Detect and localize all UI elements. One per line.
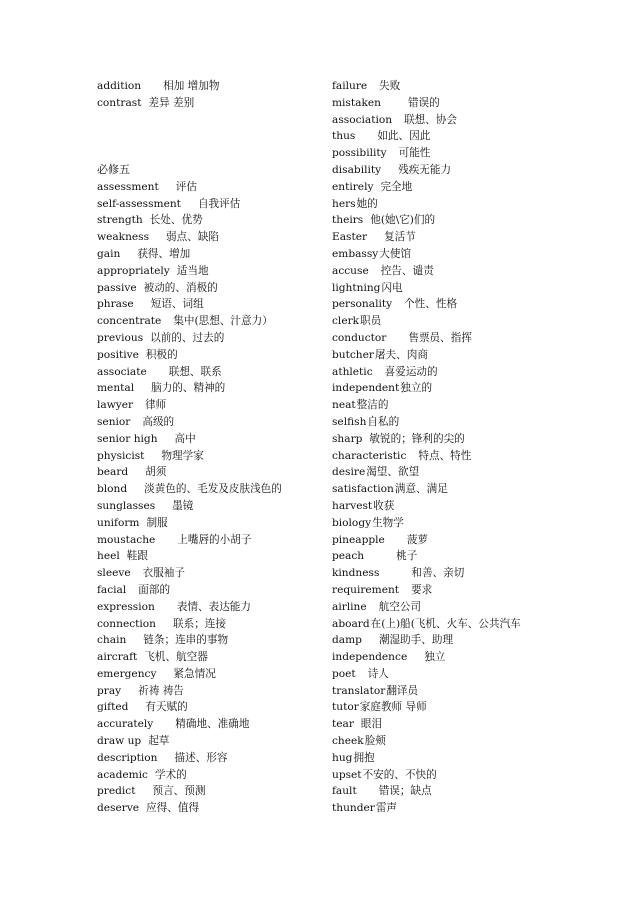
chinese-meaning: 失败	[379, 80, 401, 92]
english-word: heel	[97, 550, 120, 563]
vocab-entry	[332, 498, 632, 515]
vocab-entry	[97, 313, 325, 330]
vocab-entry	[97, 330, 325, 347]
vocab-entry	[332, 212, 632, 229]
english-word: lightning	[332, 281, 381, 294]
english-word: association	[332, 113, 393, 126]
english-word: accurately	[97, 718, 154, 731]
vocab-entry	[332, 699, 632, 716]
chinese-meaning: 特点、特性	[418, 449, 472, 462]
english-word: satisfaction	[332, 483, 394, 496]
english-word: fault	[332, 785, 357, 798]
section-heading: 必修五	[97, 162, 130, 176]
chinese-meaning: 集中(思想、汁意力）	[173, 315, 273, 328]
english-word: thunder	[332, 802, 375, 815]
english-word: connection	[97, 617, 157, 630]
vocab-entry	[97, 246, 325, 263]
blank-line	[97, 128, 325, 145]
english-word: addition	[97, 80, 142, 92]
chinese-meaning: 屠夫、肉商	[374, 348, 428, 361]
english-word: independent	[332, 382, 400, 395]
english-word: positive	[97, 348, 139, 361]
english-word: senior	[97, 415, 131, 428]
english-word: chain	[97, 634, 127, 647]
chinese-meaning: 祈祷 祷告	[138, 684, 184, 697]
chinese-meaning: 完全地	[380, 180, 413, 193]
vocab-entry	[332, 179, 632, 196]
chinese-meaning: 链条；连串的事物	[143, 634, 229, 647]
chinese-meaning: 相加 增加物	[163, 80, 220, 92]
english-word: facial	[97, 583, 127, 596]
english-word: clerk	[332, 315, 360, 328]
vocab-entry	[97, 347, 325, 364]
chinese-meaning: 长处、优势	[149, 214, 203, 227]
vocab-entry	[332, 280, 632, 297]
vocab-entry	[332, 767, 632, 784]
vocab-entry	[97, 179, 325, 196]
vocab-entry	[332, 347, 632, 364]
english-word: gifted	[97, 701, 129, 714]
english-word: phrase	[97, 298, 134, 311]
chinese-meaning: 控告、谴责	[380, 264, 434, 277]
vocab-entry	[332, 397, 632, 414]
vocab-entry	[332, 716, 632, 733]
english-word: entirely	[332, 180, 374, 193]
vocab-entry	[332, 733, 632, 750]
chinese-meaning: 收获	[373, 499, 395, 512]
vocab-entry	[97, 229, 325, 246]
english-word: personality	[332, 298, 393, 311]
vocab-entry	[97, 750, 325, 767]
chinese-meaning: 淡黄色的、毛发及皮肤浅色的	[144, 483, 282, 496]
vocab-entry	[97, 548, 325, 565]
english-word: blond	[97, 483, 128, 496]
chinese-meaning: 精确地、准确地	[175, 718, 250, 731]
english-word: translator	[332, 684, 386, 697]
english-word: associate	[97, 365, 147, 378]
chinese-meaning: 学术的	[154, 768, 187, 781]
chinese-meaning: 诗人	[367, 667, 389, 680]
vocab-entry	[332, 145, 632, 162]
english-word: harvest	[332, 499, 373, 512]
chinese-meaning: 闪电	[381, 281, 403, 294]
vocab-entry	[332, 783, 632, 800]
chinese-meaning: 满意、满足	[394, 483, 448, 496]
vocab-entry	[332, 666, 632, 683]
chinese-meaning: 弱点、缺陷	[166, 231, 220, 244]
english-word: possibility	[332, 147, 387, 160]
chinese-meaning: 评估	[175, 180, 197, 193]
chinese-meaning: 以前的、过去的	[150, 331, 225, 344]
vocab-entry	[332, 364, 632, 381]
chinese-meaning: 被动的、消极的	[143, 281, 218, 294]
vocab-entry	[332, 649, 632, 666]
vocab-entry	[332, 481, 632, 498]
english-word: assessment	[97, 180, 159, 193]
chinese-meaning: 自私的	[367, 415, 400, 428]
chinese-meaning: 表情、表达能力	[176, 600, 251, 613]
chinese-meaning: 自我评估	[197, 197, 241, 210]
english-word: conductor	[332, 331, 387, 344]
chinese-meaning: 航空公司	[378, 600, 422, 613]
english-word: athletic	[332, 365, 373, 378]
chinese-meaning: 短语、词组	[150, 298, 204, 311]
english-word: desire	[332, 466, 366, 479]
english-word: selfish	[332, 415, 367, 428]
vocab-entry	[97, 683, 325, 700]
chinese-meaning: 描述、形容	[174, 751, 228, 764]
vocab-entry	[97, 783, 325, 800]
chinese-meaning: 鞋跟	[126, 550, 148, 563]
chinese-meaning: 应得、值得	[146, 802, 200, 815]
chinese-meaning: 潮湿助手、助理	[378, 634, 454, 647]
english-word: moustache	[97, 533, 156, 546]
english-word: airline	[332, 600, 367, 613]
vocab-entry	[97, 800, 325, 817]
vocab-entry	[332, 548, 632, 565]
blank-line	[97, 145, 325, 162]
chinese-meaning: 面部的	[138, 583, 171, 596]
english-word: appropriately	[97, 264, 170, 277]
vocab-entry	[97, 380, 325, 397]
vocab-entry	[332, 196, 632, 213]
chinese-meaning: 菠萝	[406, 533, 428, 546]
vocab-entry	[97, 515, 325, 532]
vocab-entry	[97, 196, 325, 213]
english-word: peach	[332, 550, 365, 563]
chinese-meaning: 积极的	[145, 348, 178, 361]
chinese-meaning: 她的	[356, 197, 378, 210]
english-word: requirement	[332, 583, 400, 596]
vocab-entry	[332, 565, 632, 582]
vocab-entry	[332, 78, 632, 95]
chinese-meaning: 衣服袖子	[142, 567, 185, 580]
chinese-meaning: 错误的	[407, 96, 440, 109]
vocab-entry	[332, 464, 632, 481]
english-word: hers	[332, 197, 356, 210]
chinese-meaning: 复活节	[384, 231, 416, 244]
english-word: mistaken	[332, 96, 381, 109]
english-word: accuse	[332, 264, 369, 277]
vocab-entry	[97, 666, 325, 683]
vocab-entry	[97, 364, 325, 381]
vocab-entry	[97, 481, 325, 498]
chinese-meaning: 律师	[145, 399, 167, 412]
english-word: gain	[97, 247, 121, 260]
english-word: Easter	[332, 231, 368, 244]
vocab-entry	[97, 649, 325, 666]
chinese-meaning: 错误；缺点	[378, 785, 432, 798]
vocab-entry	[332, 128, 632, 145]
vocab-entry	[332, 431, 632, 448]
chinese-meaning: 联想、联系	[168, 365, 222, 378]
chinese-meaning: 和善、亲切	[411, 567, 465, 580]
english-word: tear	[332, 718, 354, 731]
vocab-entry	[332, 313, 632, 330]
chinese-meaning: 紧急情况	[173, 667, 216, 680]
english-word: lawyer	[97, 399, 134, 412]
english-word: sunglasses	[97, 499, 156, 512]
english-word: upset	[332, 768, 362, 781]
vocab-entry	[97, 616, 325, 633]
chinese-meaning: 联系；连接	[173, 617, 226, 630]
chinese-meaning: 物理学家	[161, 449, 204, 462]
chinese-meaning: 雷声	[375, 802, 398, 815]
chinese-meaning: 墨镜	[172, 499, 194, 512]
english-word: sharp	[332, 432, 363, 445]
english-word: poet	[332, 667, 356, 680]
english-word: theirs	[332, 214, 364, 227]
chinese-meaning: 桃子	[396, 550, 418, 563]
chinese-meaning: 可能性	[398, 147, 431, 160]
vocab-entry	[97, 699, 325, 716]
english-word: contrast	[97, 96, 142, 109]
chinese-meaning: 适当地	[176, 264, 209, 277]
chinese-meaning: 脑力的、精神的	[151, 382, 226, 395]
chinese-meaning: 他(她\它)们的	[370, 214, 436, 227]
chinese-meaning: 敏锐的；锋利的尖的	[369, 432, 465, 445]
vocab-entry	[97, 296, 325, 313]
vocab-entry	[332, 750, 632, 767]
english-word: concentrate	[97, 315, 162, 328]
vocab-entry	[332, 582, 632, 599]
english-word: deserve	[97, 802, 140, 815]
chinese-meaning: 在(上)船(飞机、火车、公共汽车	[370, 617, 521, 630]
vocab-entry	[332, 162, 632, 179]
blank-line	[97, 112, 325, 129]
vocab-entry	[332, 448, 632, 465]
chinese-meaning: 个性、性格	[404, 298, 458, 311]
english-word: cheek	[332, 735, 364, 748]
vocab-entry	[97, 448, 325, 465]
english-word: aircraft	[97, 651, 138, 664]
chinese-meaning: 上嘴唇的小胡子	[177, 533, 252, 546]
chinese-meaning: 起草	[148, 735, 170, 748]
english-word: academic	[97, 768, 148, 781]
chinese-meaning: 如此、因此	[377, 130, 431, 143]
vocab-entry	[332, 800, 632, 817]
chinese-meaning: 生物学	[372, 516, 404, 529]
vocab-entry	[97, 397, 325, 414]
vocab-entry	[332, 263, 632, 280]
english-word: butcher	[332, 348, 374, 361]
vocab-entry	[97, 464, 325, 481]
chinese-meaning: 家庭教师 导师	[359, 701, 427, 714]
chinese-meaning: 高中	[174, 432, 196, 445]
chinese-meaning: 飞机、航空器	[144, 651, 208, 664]
chinese-meaning: 拥抱	[353, 751, 375, 764]
english-word: sleeve	[97, 567, 131, 580]
english-word: pineapple	[332, 533, 385, 546]
vocab-entry	[97, 767, 325, 784]
vocab-entry	[332, 112, 632, 129]
english-word: expression	[97, 600, 155, 613]
right-vocabulary-column	[332, 78, 632, 817]
vocab-entry	[332, 632, 632, 649]
chinese-meaning: 联想、协会	[404, 113, 458, 126]
vocab-entry	[97, 716, 325, 733]
english-word: weakness	[97, 231, 150, 244]
chinese-meaning: 获得、增加	[137, 247, 191, 260]
vocab-entry	[97, 431, 325, 448]
english-word: strength	[97, 214, 143, 227]
english-word: kindness	[332, 567, 380, 580]
chinese-meaning: 有天赋的	[145, 701, 188, 714]
chinese-meaning: 胡须	[145, 466, 167, 479]
english-word: damp	[332, 634, 362, 647]
vocab-entry	[97, 95, 325, 112]
chinese-meaning: 独立	[424, 651, 446, 664]
chinese-meaning: 不安的、不快的	[362, 768, 437, 781]
chinese-meaning: 喜爱运动的	[384, 365, 438, 378]
chinese-meaning: 要求	[411, 583, 433, 596]
vocab-entry	[332, 246, 632, 263]
chinese-meaning: 眼泪	[360, 718, 383, 731]
english-word: beard	[97, 466, 129, 479]
vocab-entry	[332, 330, 632, 347]
vocab-entry	[97, 280, 325, 297]
english-word: failure	[332, 80, 368, 92]
vocab-entry	[97, 599, 325, 616]
chinese-meaning: 残疾无能力	[398, 163, 452, 176]
vocab-entry	[97, 565, 325, 582]
english-word: thus	[332, 130, 356, 143]
english-word: independence	[332, 651, 408, 664]
vocab-entry	[332, 683, 632, 700]
chinese-meaning: 渴望、欲望	[366, 466, 420, 479]
english-word: emergency	[97, 667, 157, 680]
vocab-entry	[97, 78, 325, 95]
english-word: tutor	[332, 701, 359, 714]
chinese-meaning: 职员	[360, 315, 382, 328]
chinese-meaning: 翻译员	[386, 684, 419, 697]
chinese-meaning: 制服	[146, 516, 168, 529]
english-word: predict	[97, 785, 136, 798]
chinese-meaning: 售票员、指挥	[408, 331, 472, 344]
english-word: embassy	[332, 247, 379, 260]
english-word: draw up	[97, 735, 142, 748]
vocab-entry	[332, 296, 632, 313]
vocab-entry	[332, 229, 632, 246]
vocab-entry	[97, 263, 325, 280]
english-word: mental	[97, 382, 135, 395]
english-word: biology	[332, 516, 372, 529]
english-word: uniform	[97, 516, 140, 529]
english-word: physicist	[97, 449, 145, 462]
vocab-entry	[97, 632, 325, 649]
english-word: passive	[97, 281, 137, 294]
english-word: self-assessment	[97, 197, 181, 210]
english-word: description	[97, 751, 158, 764]
vocab-entry	[332, 616, 632, 633]
chinese-meaning: 高级的	[142, 415, 175, 428]
english-word: neat	[332, 399, 356, 412]
english-word: previous	[97, 331, 144, 344]
english-word: hug	[332, 751, 353, 764]
english-word: senior high	[97, 432, 158, 445]
chinese-meaning: 整洁的	[356, 399, 389, 412]
vocab-entry	[332, 414, 632, 431]
chinese-meaning: 预言、预测	[152, 785, 206, 798]
vocab-entry	[97, 733, 325, 750]
vocab-entry	[332, 380, 632, 397]
vocab-entry	[97, 532, 325, 549]
english-word: disability	[332, 163, 382, 176]
vocab-entry	[332, 532, 632, 549]
vocab-entry	[332, 599, 632, 616]
chinese-meaning: 脸颊	[364, 735, 386, 748]
chinese-meaning: 独立的	[400, 382, 433, 395]
vocab-entry	[332, 95, 632, 112]
vocab-entry	[332, 515, 632, 532]
english-word: aboard	[332, 617, 370, 630]
chinese-meaning: 差异 差别	[148, 96, 195, 109]
left-vocabulary-column	[97, 78, 325, 817]
vocab-entry	[97, 498, 325, 515]
vocab-entry	[97, 414, 325, 431]
english-word: pray	[97, 684, 122, 697]
chinese-meaning: 大使馆	[379, 247, 412, 260]
english-word: characteristic	[332, 449, 407, 462]
vocab-entry	[97, 212, 325, 229]
vocab-entry	[97, 582, 325, 599]
